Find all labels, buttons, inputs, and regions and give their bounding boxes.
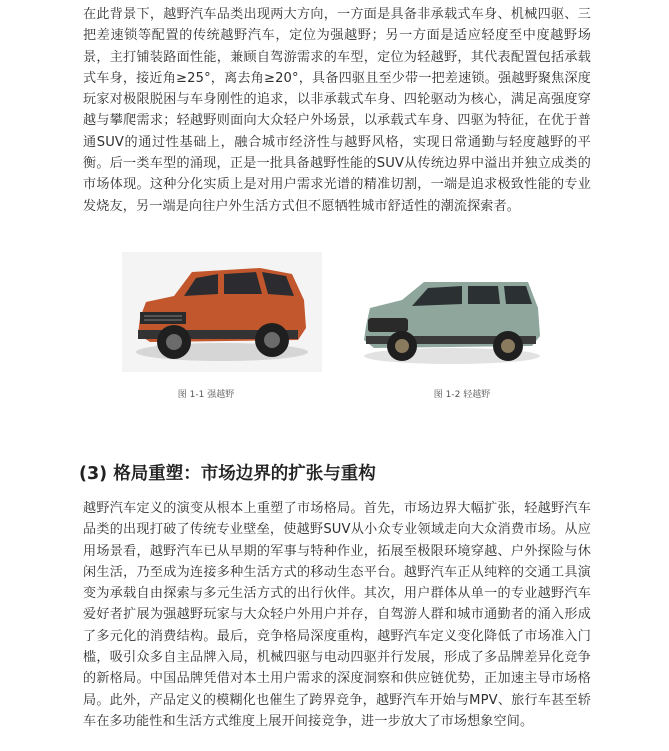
section-heading: (3) 格局重塑：市场边界的扩张与重构 [79, 464, 376, 484]
body-paragraph-1: 在此背景下，越野汽车品类出现两大方向，一方面是具备非承载式车身、机械四驱、三把差速锁等配置的传统越野汽车，定位为强越野；另一方面是适应轻度至中度越野场景，主打铺装路面性能，兼顾自驾游需求的车型，定位为轻越野，其代表配置包括承载式车身，接近角≥25°，离去角≥20°，具备四驱且至少带一把差速锁。强越野聚焦深度玩家对极限脱困与车身刚性的追求，以非承载式车身、四轮驱动为核心，满足高强度穿越与攀爬需求；轻越野则面向大众轻户外场景，以承载式车身、四驱为特征，在优于普通SUV的通过性基础上，融合城市经济性与越野风格，实现日常通勤与轻度越野的平衡。后一类车型的涌现，正是一批具备越野性能的SUV从传统边界中溢出并独立成类的市场体现。这种分化实质上是对用户需求光谱的精准切割，一端是追求极致性能的专业发烧友，另一端是向往户外生活方式但不愿牺牲城市舒适性的潮流探索者。 [83, 7, 591, 214]
figure-caption-1: 图 1-1 强越野 [177, 390, 235, 400]
orange-offroad-suv-image [122, 252, 322, 372]
body-paragraph-2: 越野汽车定义的演变从根本上重塑了市场格局。首先，市场边界大幅扩张，轻越野汽车品类的出现打破了传统专业壁垒，使越野SUV从小众专业领域走向大众消费市场。从应用场景看，越野汽车已从早期的军事与特种作业，拓展至极限环境穿越、户外探险与休闲生活，乃至成为连接多种生活方式的移动生态平台。越野汽车正从纯粹的交通工具演变为承载自由探索与多元生活方式的出行伙伴。其次，用户群体从单一的专业越野汽车爱好者扩展为强越野玩家与大众轻户外用户并存，自驾游人群和城市通勤者的涌入形成了多元化的消费结构。最后，竞争格局深度重构，越野汽车定义变化降低了市场准入门槛，吸引众多自主品牌入局，机械四驱与电动四驱并行发展，形成了多品牌差异化竞争的新格局。中国品牌凭借对本土用户需求的深度洞察和供应链优势，正加速主导市场格局。此外，产品定义的模糊化也催生了跨界竞争，越野汽车开始与MPV、旅行车甚至轿车在多功能性和生活方式维度上展开间接竞争，进一步放大了市场想象空间。 [83, 501, 591, 729]
figure-caption-2: 图 1-2 轻越野 [433, 390, 491, 400]
green-light-offroad-suv-image [352, 252, 552, 372]
